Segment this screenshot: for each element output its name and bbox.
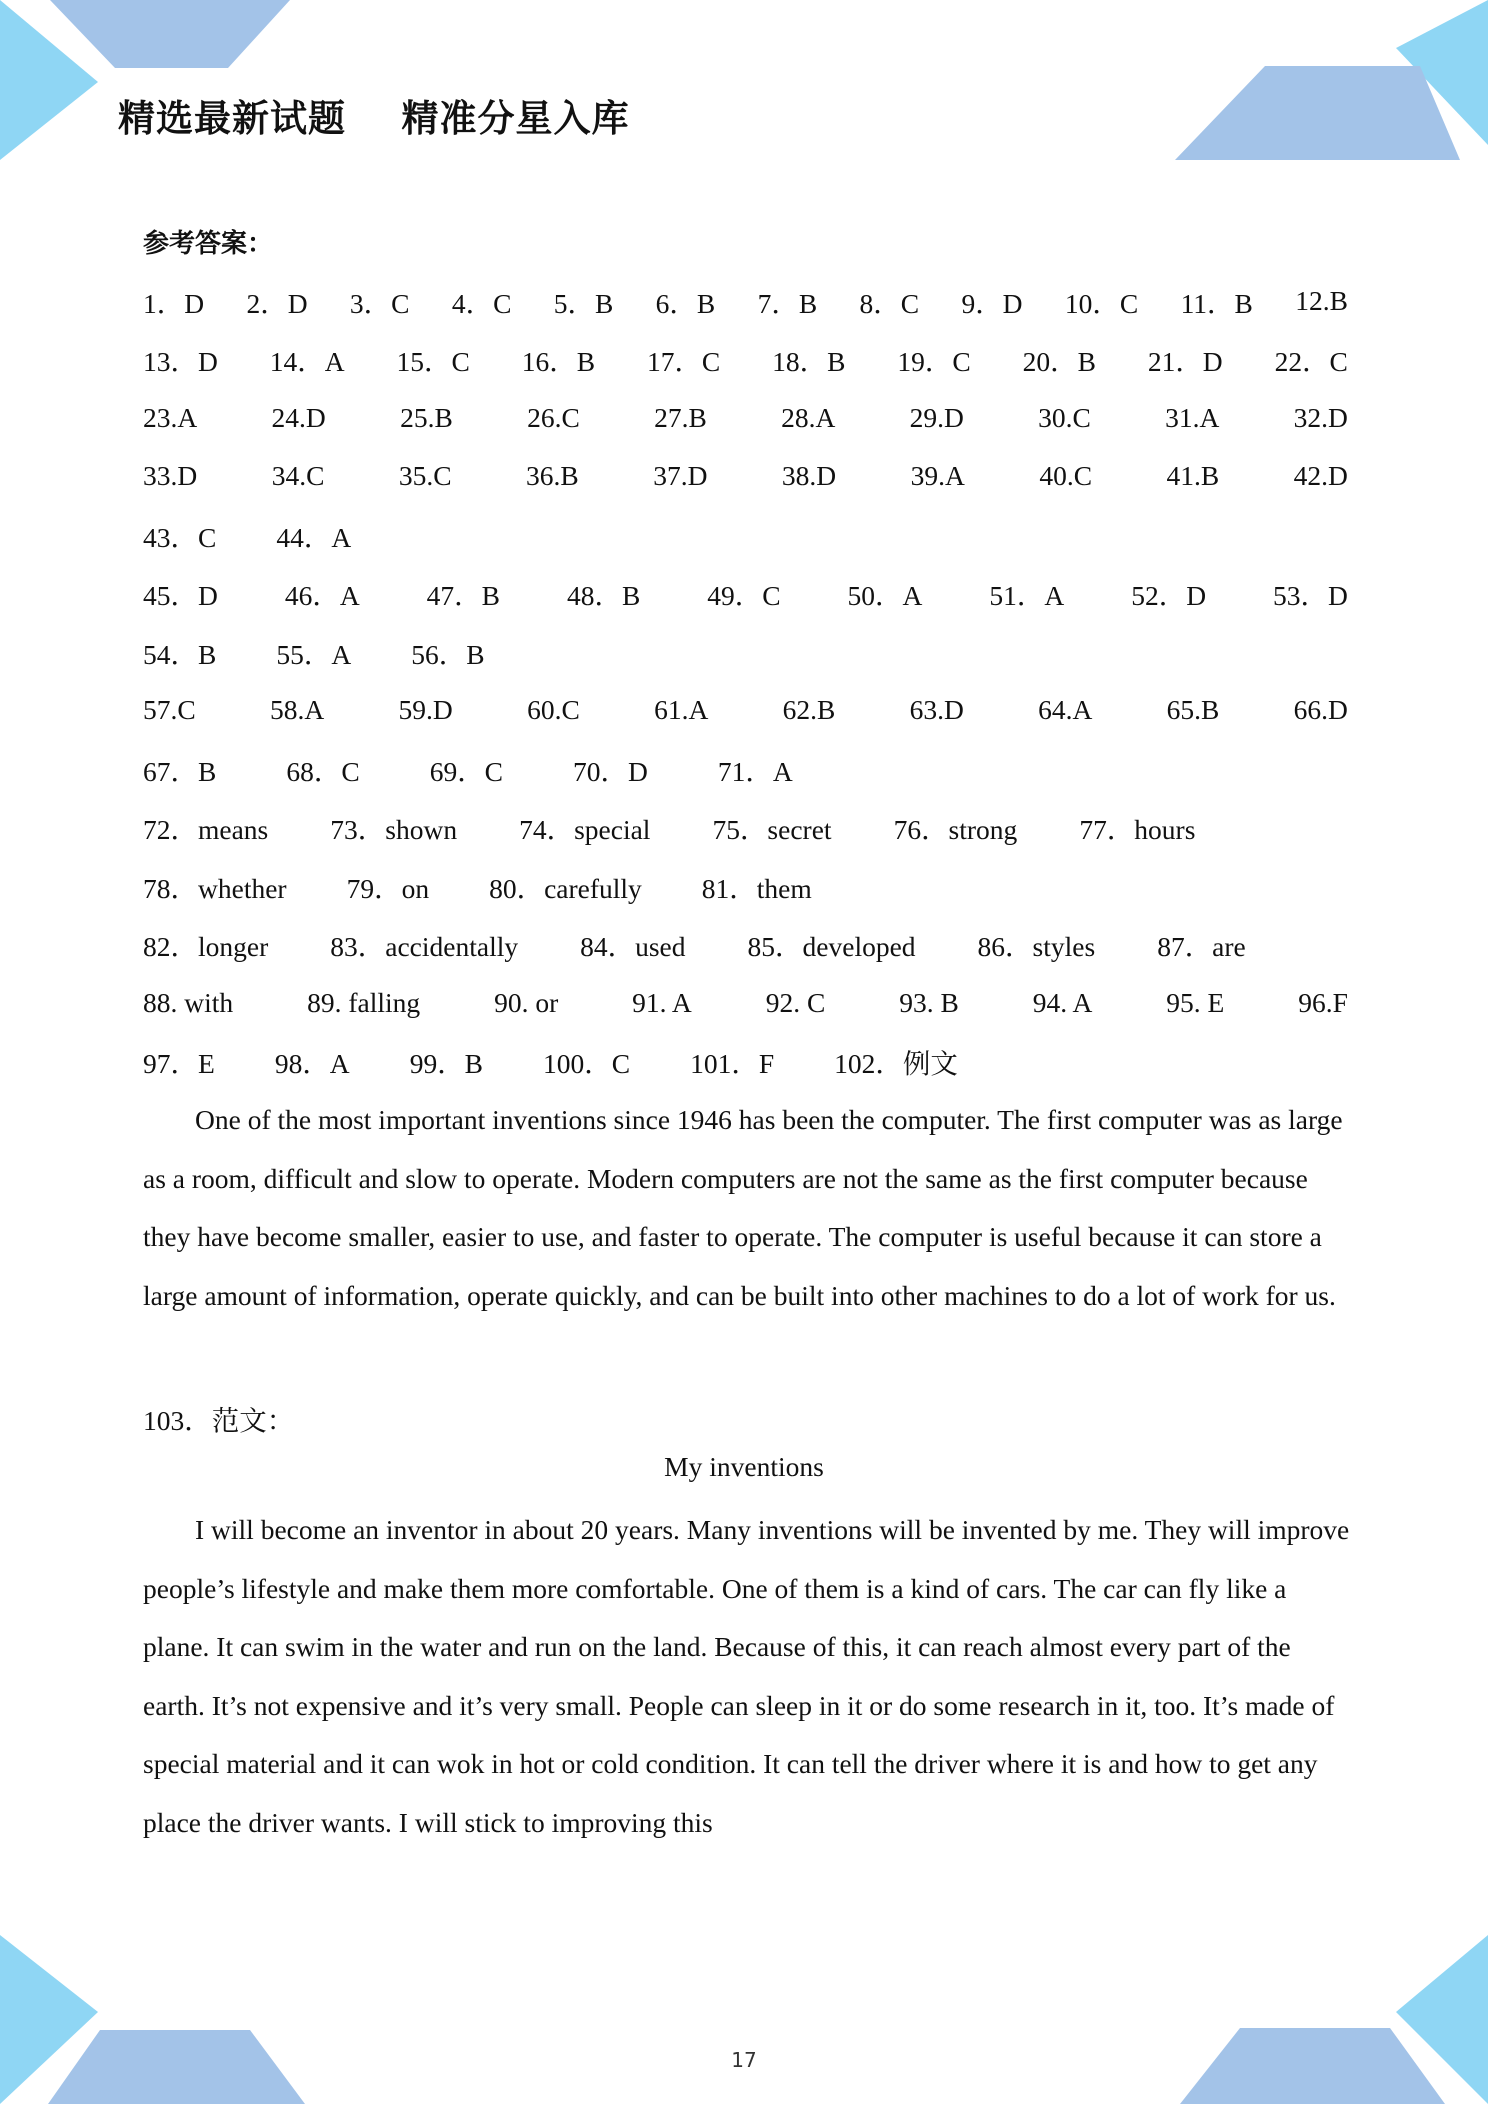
answer-item: 95. E <box>1166 987 1225 1018</box>
answer-row <box>143 339 1348 379</box>
answer-item: 2．D <box>246 288 308 319</box>
answer-row <box>143 515 1348 555</box>
answer-item: 71．A <box>717 756 793 787</box>
answer-item: 26.C <box>527 402 580 433</box>
answer-item: 96.F <box>1298 987 1348 1018</box>
answer-item: 29.D <box>909 402 964 433</box>
answer-item: 19．C <box>897 346 971 377</box>
answer-item: 102．例文 <box>834 1048 958 1079</box>
answer-row <box>143 281 1348 321</box>
essay-body: I will become an inventor in about 20 years. Many inventions will be invented by me. They will improve people’s lifestyle and make them more comfortable. One of them is a kind of cars. The car can fly like a plane. It can swim in the water and run on the land. Because of this, it can reach almost every part of the earth. It’s not expensive and it’s very small. People can sleep in it or do some research in it, too. It’s made of special material and it can wok in hot or cold condition. It can tell the driver where it is and how to get any place the driver wants. I will stick to improving this <box>143 1514 1350 1838</box>
answer-item: 15．C <box>396 346 470 377</box>
answer-item: 38.D <box>781 460 837 491</box>
top-right-trapezoid <box>1175 66 1460 160</box>
answer-item: 3．C <box>349 288 410 319</box>
answer-item: 1．D <box>143 288 205 319</box>
answer-item: 6．B <box>655 288 716 319</box>
answer-item: 83．accidentally <box>330 931 519 962</box>
answer-item: 50．A <box>847 580 923 611</box>
answer-item: 78．whether <box>143 873 287 904</box>
answer-item: 77．hours <box>1079 814 1196 845</box>
answer-item: 66.D <box>1293 694 1348 725</box>
answer-item: 43．C <box>143 522 217 553</box>
answer-item: 97．E <box>143 1048 215 1079</box>
answer-item: 72．means <box>143 814 269 845</box>
answer-item: 7．B <box>757 288 818 319</box>
answer-item: 5．B <box>553 288 614 319</box>
essay-title: My inventions <box>664 1451 824 1482</box>
answer-item: 90. or <box>494 987 559 1018</box>
answer-row <box>143 866 1348 906</box>
answer-item: 33.D <box>143 460 198 491</box>
answer-item: 101．F <box>690 1048 775 1079</box>
answer-item: 74．special <box>519 814 651 845</box>
answer-row <box>143 983 1348 1023</box>
answer-item: 79．on <box>346 873 430 904</box>
answer-item: 22．C <box>1274 346 1348 377</box>
answer-item: 12.B <box>1295 285 1348 316</box>
answer-item: 10．C <box>1064 288 1139 319</box>
answer-row <box>143 690 1348 730</box>
answer-item: 16．B <box>521 346 596 377</box>
answer-item: 55．A <box>276 639 352 670</box>
answer-item: 20．B <box>1022 346 1096 377</box>
answer-item: 8．C <box>859 288 920 319</box>
answer-item: 14．A <box>269 346 345 377</box>
answer-item: 41.B <box>1166 460 1220 491</box>
answer-row <box>143 807 1348 847</box>
answer-item: 62.B <box>782 694 836 725</box>
answer-item: 34.C <box>271 460 325 491</box>
answer-item: 35.C <box>398 460 452 491</box>
answer-item: 65.B <box>1166 694 1220 725</box>
answer-item: 86．styles <box>977 931 1096 962</box>
answer-item: 11．B <box>1180 288 1253 319</box>
answer-item: 18．B <box>772 346 846 377</box>
answer-item: 93. B <box>899 987 959 1018</box>
answer-item: 89. falling <box>307 987 421 1018</box>
answer-item: 68．C <box>286 756 360 787</box>
answer-item: 47．B <box>426 580 500 611</box>
answer-item: 61.A <box>654 694 709 725</box>
answer-item: 60.C <box>527 694 580 725</box>
answer-item: 70．D <box>573 756 648 787</box>
answer-item: 23.A <box>143 402 198 433</box>
answer-row <box>143 398 1348 438</box>
answer-item: 37.D <box>653 460 708 491</box>
answer-item: 9．D <box>961 288 1023 319</box>
answer-item: 48．B <box>566 580 641 611</box>
answer-item: 30.C <box>1038 402 1091 433</box>
answer-item: 46．A <box>284 580 360 611</box>
answer-row <box>143 456 1348 496</box>
answer-item: 57.C <box>143 694 196 725</box>
answer-item: 100．C <box>543 1048 631 1079</box>
answer-item: 32.D <box>1293 402 1348 433</box>
answer-item: 42.D <box>1293 460 1348 491</box>
answer-item: 80．carefully <box>489 873 642 904</box>
answer-item: 69．C <box>429 756 504 787</box>
answer-row <box>143 632 1348 672</box>
answer-item: 99．B <box>409 1048 484 1079</box>
answer-item: 92. C <box>765 987 826 1018</box>
answer-item: 27.B <box>654 402 707 433</box>
answer-item: 13．D <box>143 346 218 377</box>
answer-item: 51．A <box>989 580 1065 611</box>
answer-item: 44．A <box>276 522 352 553</box>
answer-item: 53．D <box>1273 580 1348 611</box>
answer-item: 59.D <box>398 694 453 725</box>
answer-item: 98．A <box>274 1048 350 1079</box>
answer-item: 39.A <box>910 460 965 491</box>
answer-item: 40.C <box>1039 460 1093 491</box>
answer-item: 88. with <box>143 987 234 1018</box>
answer-item: 76．strong <box>893 814 1018 845</box>
answer-item: 31.A <box>1165 402 1220 433</box>
answer-item: 75．secret <box>712 814 832 845</box>
answer-row <box>143 749 1348 789</box>
answer-item: 56．B <box>411 639 485 670</box>
top-left-trapezoid <box>50 0 290 68</box>
answer-item: 81．them <box>701 873 812 904</box>
answer-item: 24.D <box>271 402 326 433</box>
answer-item: 94. A <box>1032 987 1093 1018</box>
answer-item: 82．longer <box>143 931 269 962</box>
answer-item: 73．shown <box>330 814 458 845</box>
answer-item: 28.A <box>781 402 836 433</box>
answer-item: 25.B <box>400 402 453 433</box>
answer-row <box>143 573 1348 613</box>
answer-item: 64.A <box>1038 694 1093 725</box>
answer-item: 63.D <box>909 694 964 725</box>
answer-item: 58.A <box>270 694 325 725</box>
header-title: 精选最新试题 精准分星入库 <box>118 97 630 140</box>
answer-item: 85．developed <box>747 931 916 962</box>
answer-item: 84．used <box>580 931 686 962</box>
answer-item: 54．B <box>143 639 217 670</box>
answer-row <box>143 1041 1348 1081</box>
answer-key-label: 参考答案： <box>143 229 274 259</box>
answer-item: 91. A <box>632 987 692 1018</box>
question-103-label: 103．范文： <box>143 1405 295 1436</box>
answer-row <box>143 924 1348 964</box>
answer-item: 17．C <box>646 346 721 377</box>
answer-item: 67．B <box>143 756 217 787</box>
answer-item: 52．D <box>1131 580 1207 611</box>
answer-item: 4．C <box>451 288 512 319</box>
answer-item: 21．D <box>1147 346 1223 377</box>
answer-item: 36.B <box>526 460 579 491</box>
page-number: 17 <box>731 2048 757 2072</box>
answer-item: 49．C <box>707 580 781 611</box>
answer-item: 87．are <box>1157 931 1246 962</box>
sample-essay-102: One of the most important inventions since 1946 has been the computer. The first computer was as large as a room, difficult and slow to operate. Modern computers are not the same as the first computer because they have become smaller, easier to use, and faster to operate. The computer is useful because it can store a large amount of information, operate quickly, and can be built into other machines to do a lot of work for us. <box>143 1104 1343 1311</box>
answer-item: 45．D <box>143 580 218 611</box>
